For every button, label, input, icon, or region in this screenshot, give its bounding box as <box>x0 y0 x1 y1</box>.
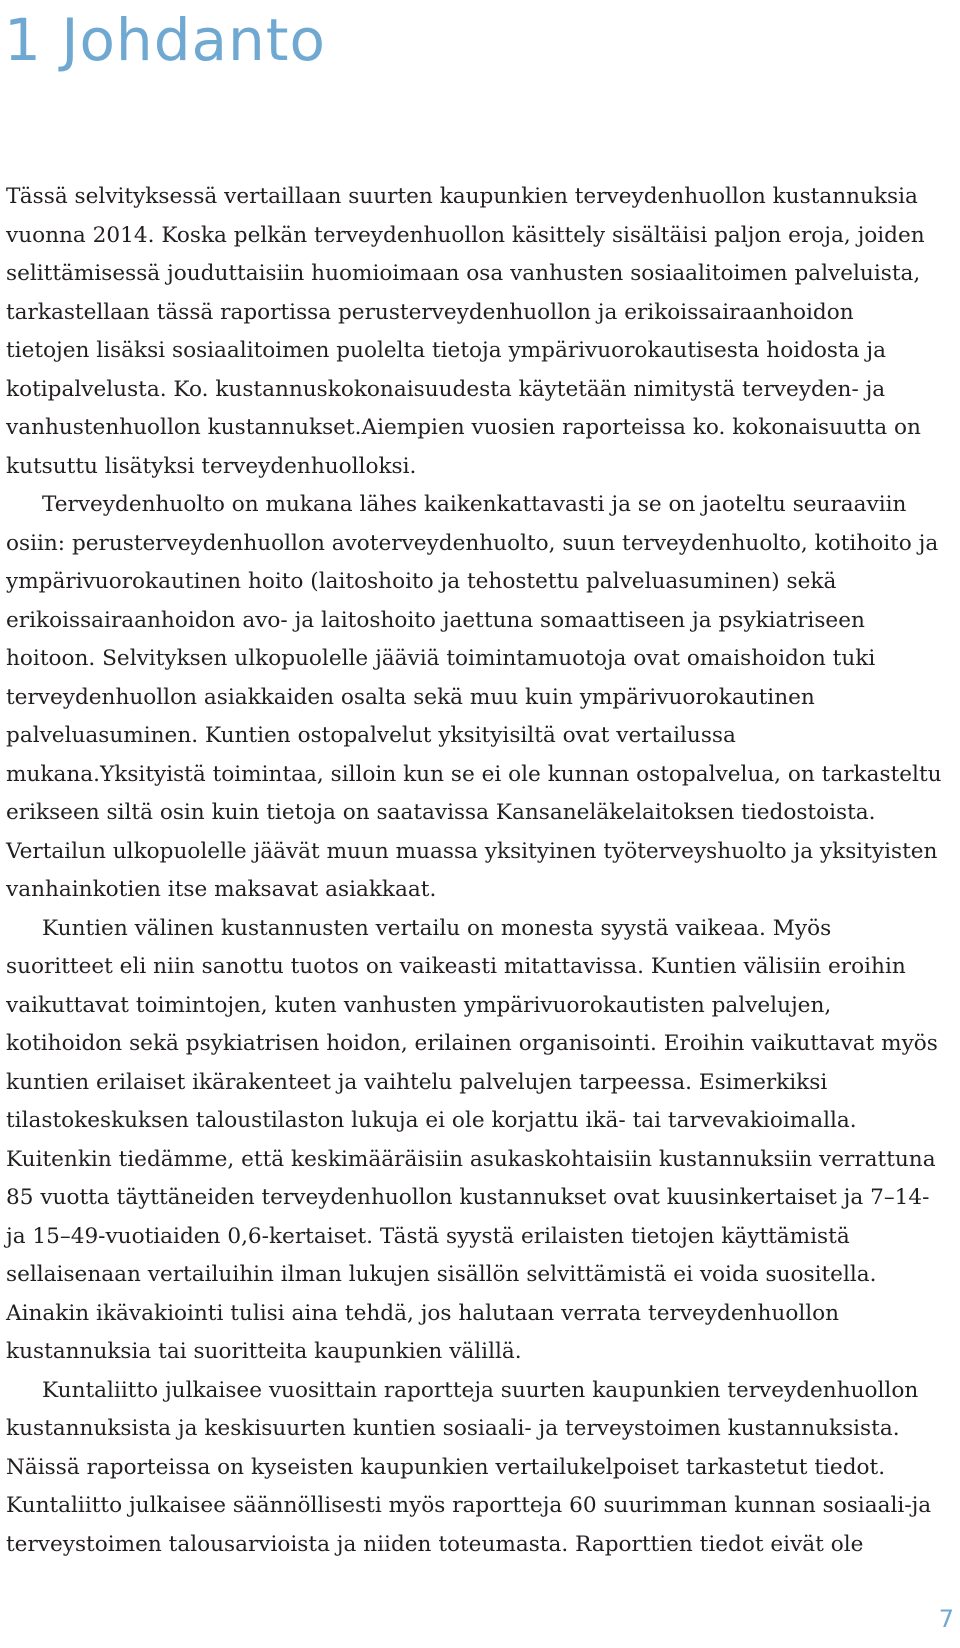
chapter-heading: 1 Johdanto <box>4 6 327 74</box>
page-number: 7 <box>938 1605 954 1633</box>
paragraph-comparison: Kuntien välinen kustannusten vertailu on monesta syystä vaikeaa. Myös suoritteet eli niin sanottu tuotos on vaikeasti mitattavissa. Kuntien välisiin eroihin vaikuttavat toimintojen, kuten vanhusten ympärivuorokautisten palvelujen, kotihoidon sekä psykiatrisen hoidon, erilainen organisointi. Eroihin vaikuttavat myös kuntien erilaiset ikärakenteet ja vaihtelu palvelujen tarpeessa. Esimerkiksi tilastokeskuksen taloustilaston lukuja ei ole korjattu ikä- tai tarvevakioimalla. Kuitenkin tiedämme, että keskimääräisiin asukaskohtaisiin kustannuksiin verrattuna 85 vuotta täyttäneiden terveydenhuollon kustannukset ovat kuusinkertaiset ja 7–14- ja 15–49-vuotiaiden 0,6-kertaiset. Tästä syystä erilaisten tietojen käyttämistä sellaisenaan vertailuihin ilman lukujen sisällön selvittämistä ei voida suositella. Ainakin ikävakiointi tulisi aina tehdä, jos halutaan verrata terveydenhuollon kustannuksia tai suoritteita kaupunkien välillä. <box>6 915 938 1364</box>
body-text <box>6 178 942 1564</box>
paragraph-reports: Kuntaliitto julkaisee vuosittain raportteja suurten kaupunkien terveydenhuollon kustannuksista ja keskisuurten kuntien sosiaali- ja terveystoimen kustannuksista. Näissä raporteissa on kyseisten kaupunkien vertailukelpoiset tarkastetut tiedot. Kuntaliitto julkaisee säännöllisesti myös raportteja 60 suurimman kunnan sosiaali-ja terveystoimen talousarvioista ja niiden toteumasta. Raporttien tiedot eivät ole <box>6 1377 932 1557</box>
paragraph-scope: Terveydenhuolto on mukana lähes kaikenkattavasti ja se on jaoteltu seuraaviin osiin: perusterveydenhuollon avoterveydenhuolto, suun terveydenhuolto, kotihoito ja ympärivuorokautinen hoito (laitoshoito ja tehostettu palveluasuminen) sekä erikoissairaanhoidon avo- ja laitoshoito jaettuna somaattiseen ja psykiatriseen hoitoon. Selvityksen ulkopuolelle jääviä toimintamuotoja ovat omaishoidon tuki terveydenhuollon asiakkaiden osalta sekä muu kuin ympärivuorokautinen palveluasuminen. Kuntien ostopalvelut yksityisiltä ovat vertailussa mukana.Yksityistä toimintaa, silloin kun se ei ole kunnan ostopalvelua, on tarkasteltu erikseen siltä osin kuin tietoja on saatavissa Kansaneläkelaitoksen tiedostoista. Vertailun ulkopuolelle jäävät muun muassa yksityinen työterveyshuolto ja yksityisten vanhainkotien itse maksavat asiakkaat. <box>6 492 942 902</box>
paragraph-intro: Tässä selvityksessä vertaillaan suurten kaupunkien terveydenhuollon kustannuksia vuonna 2014. Koska pelkän terveydenhuollon käsittely sisältäisi paljon eroja, joiden selittämisessä jouduttaisiin huomioimaan osa vanhusten sosiaalitoimen palveluista, tarkastellaan tässä raportissa perusterveydenhuollon ja erikoissairaanhoidon tietojen lisäksi sosiaalitoimen puolelta tietoja ympärivuorokautisesta hoidosta ja kotipalvelusta. Ko. kustannuskokonaisuudesta käytetään nimitystä terveyden- ja vanhustenhuollon kustannukset.Aiempien vuosien raporteissa ko. kokonaisuutta on kutsuttu lisätyksi terveydenhuolloksi. <box>6 184 925 479</box>
